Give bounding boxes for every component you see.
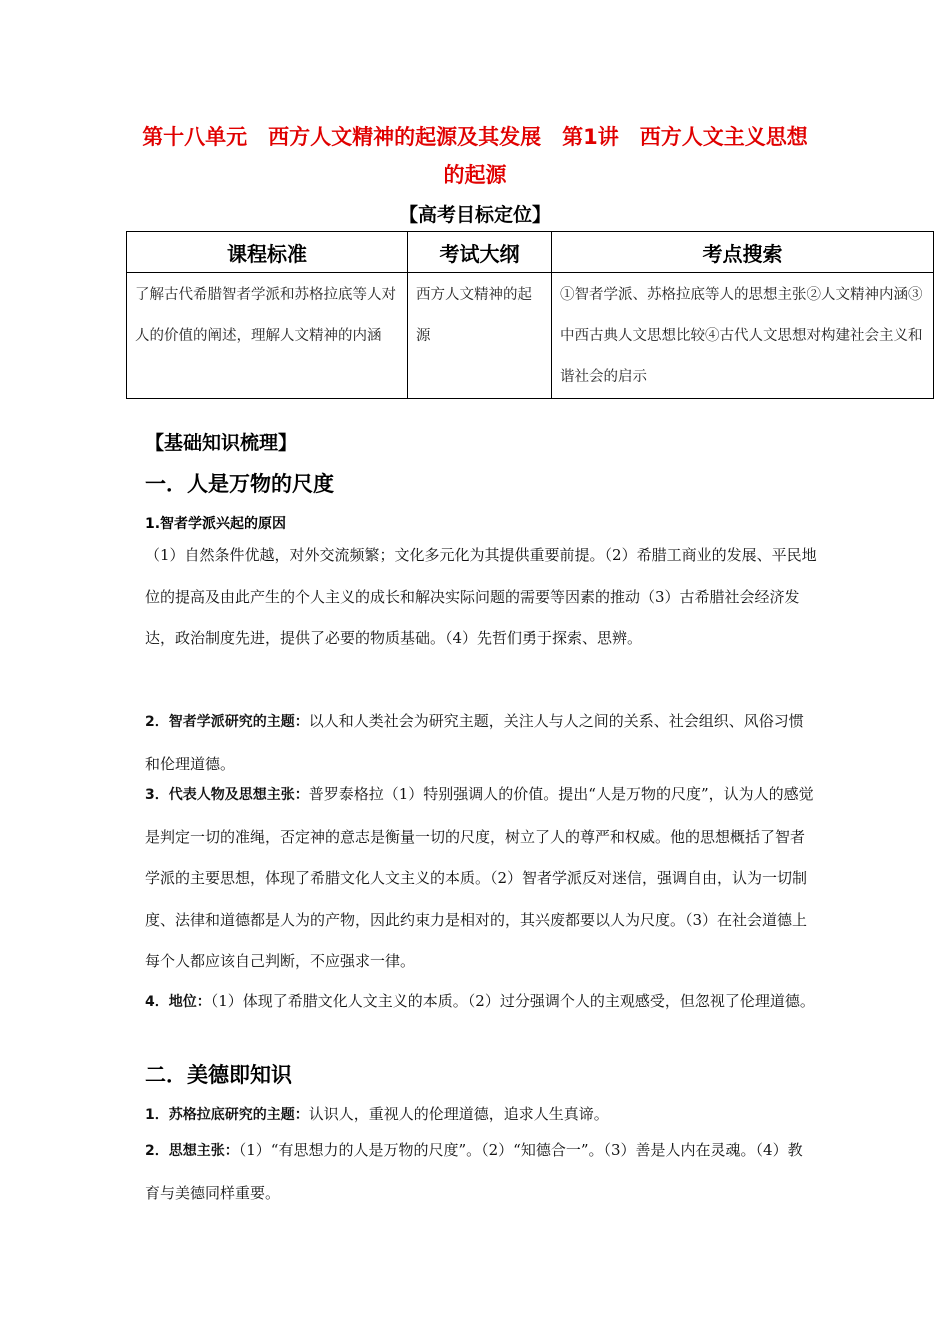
section1-paragraph-4 bbox=[145, 981, 817, 1024]
section1-sub1-paragraph: （1）自然条件优越，对外交流频繁；文化多元化为其提供重要前提。（2）希腊工商业的发展、平民地位的提高及由此产生的个人主义的成长和解决实际问题的需要等因素的推动（3）古希腊社会经济发达，政治制度先进，提供了必要的物质基础。（4）先哲们勇于探索、思辨。 bbox=[145, 546, 817, 647]
section2-paragraph-2 bbox=[145, 1130, 817, 1214]
table-row bbox=[127, 273, 934, 399]
table-header-syllabus: 考试大纲 bbox=[408, 232, 552, 273]
section1-p4-label: 4．地位： bbox=[145, 994, 211, 1010]
target-heading: 【高考目标定位】 bbox=[398, 204, 551, 226]
section2-p2-label: 2．思想主张： bbox=[145, 1143, 239, 1159]
table-cell-keypoints: ①智者学派、苏格拉底等人的思想主张②人文精神内涵③中西古典人文思想比较④古代人文思想对构建社会主义和谐社会的启示 bbox=[552, 273, 934, 399]
section1-p3-label: 3．代表人物及思想主张： bbox=[145, 787, 309, 803]
section1-sub1-heading: 1.智者学派兴起的原因 bbox=[145, 516, 287, 532]
section2-p1-label: 1．苏格拉底研究的主题： bbox=[145, 1107, 309, 1123]
section1-p3-text: 普罗泰格拉（1）特别强调人的价值。提出“人是万物的尺度”，认为人的感觉是判定一切的准绳，否定神的意志是衡量一切的尺度，树立了人的尊严和权威。他的思想概括了智者学派的主要思想，体现了希腊文化人文主义的本质。（2）智者学派反对迷信，强调自由，认为一切制度、法律和道德都是人为的产物，因此约束力是相对的，其兴废都要以人为尺度。（3）在社会道德上每个人都应该自己判断，不应强求一律。 bbox=[145, 785, 814, 970]
table-header-keypoints: 考点搜索 bbox=[552, 232, 934, 273]
document-title: 第十八单元 西方人文精神的起源及其发展 第1讲 西方人文主义思想的起源 bbox=[142, 125, 808, 187]
section2-heading: 二．美德即知识 bbox=[145, 1063, 292, 1087]
section1-paragraph-3 bbox=[145, 774, 817, 983]
basics-heading: 【基础知识梳理】 bbox=[145, 432, 298, 454]
section1-p4-text: （1）体现了希腊文化人文主义的本质。（2）过分强调个人的主观感受，但忽视了伦理道德。 bbox=[210, 992, 815, 1010]
section1-paragraph-2 bbox=[145, 701, 817, 785]
section1-p2-label: 2．智者学派研究的主题： bbox=[145, 714, 309, 730]
table-header-row bbox=[127, 232, 934, 273]
section2-p2-text: （1）“有思想力的人是万物的尺度”。（2）“知德合一”。（3）善是人内在灵魂。（4）教育与美德同样重要。 bbox=[145, 1141, 803, 1202]
section1-heading: 一．人是万物的尺度 bbox=[145, 472, 334, 496]
section2-p1-text: 认识人，重视人的伦理道德，追求人生真谛。 bbox=[308, 1105, 609, 1123]
table-cell-curriculum: 了解古代希腊智者学派和苏格拉底等人对人的价值的阐述，理解人文精神的内涵 bbox=[127, 273, 408, 399]
section1-p2-text: 以人和人类社会为研究主题，关注人与人之间的关系、社会组织、风俗习惯和伦理道德。 bbox=[145, 712, 804, 773]
table-header-curriculum: 课程标准 bbox=[127, 232, 408, 273]
table-cell-syllabus: 西方人文精神的起源 bbox=[408, 273, 552, 399]
goal-table bbox=[126, 231, 934, 399]
